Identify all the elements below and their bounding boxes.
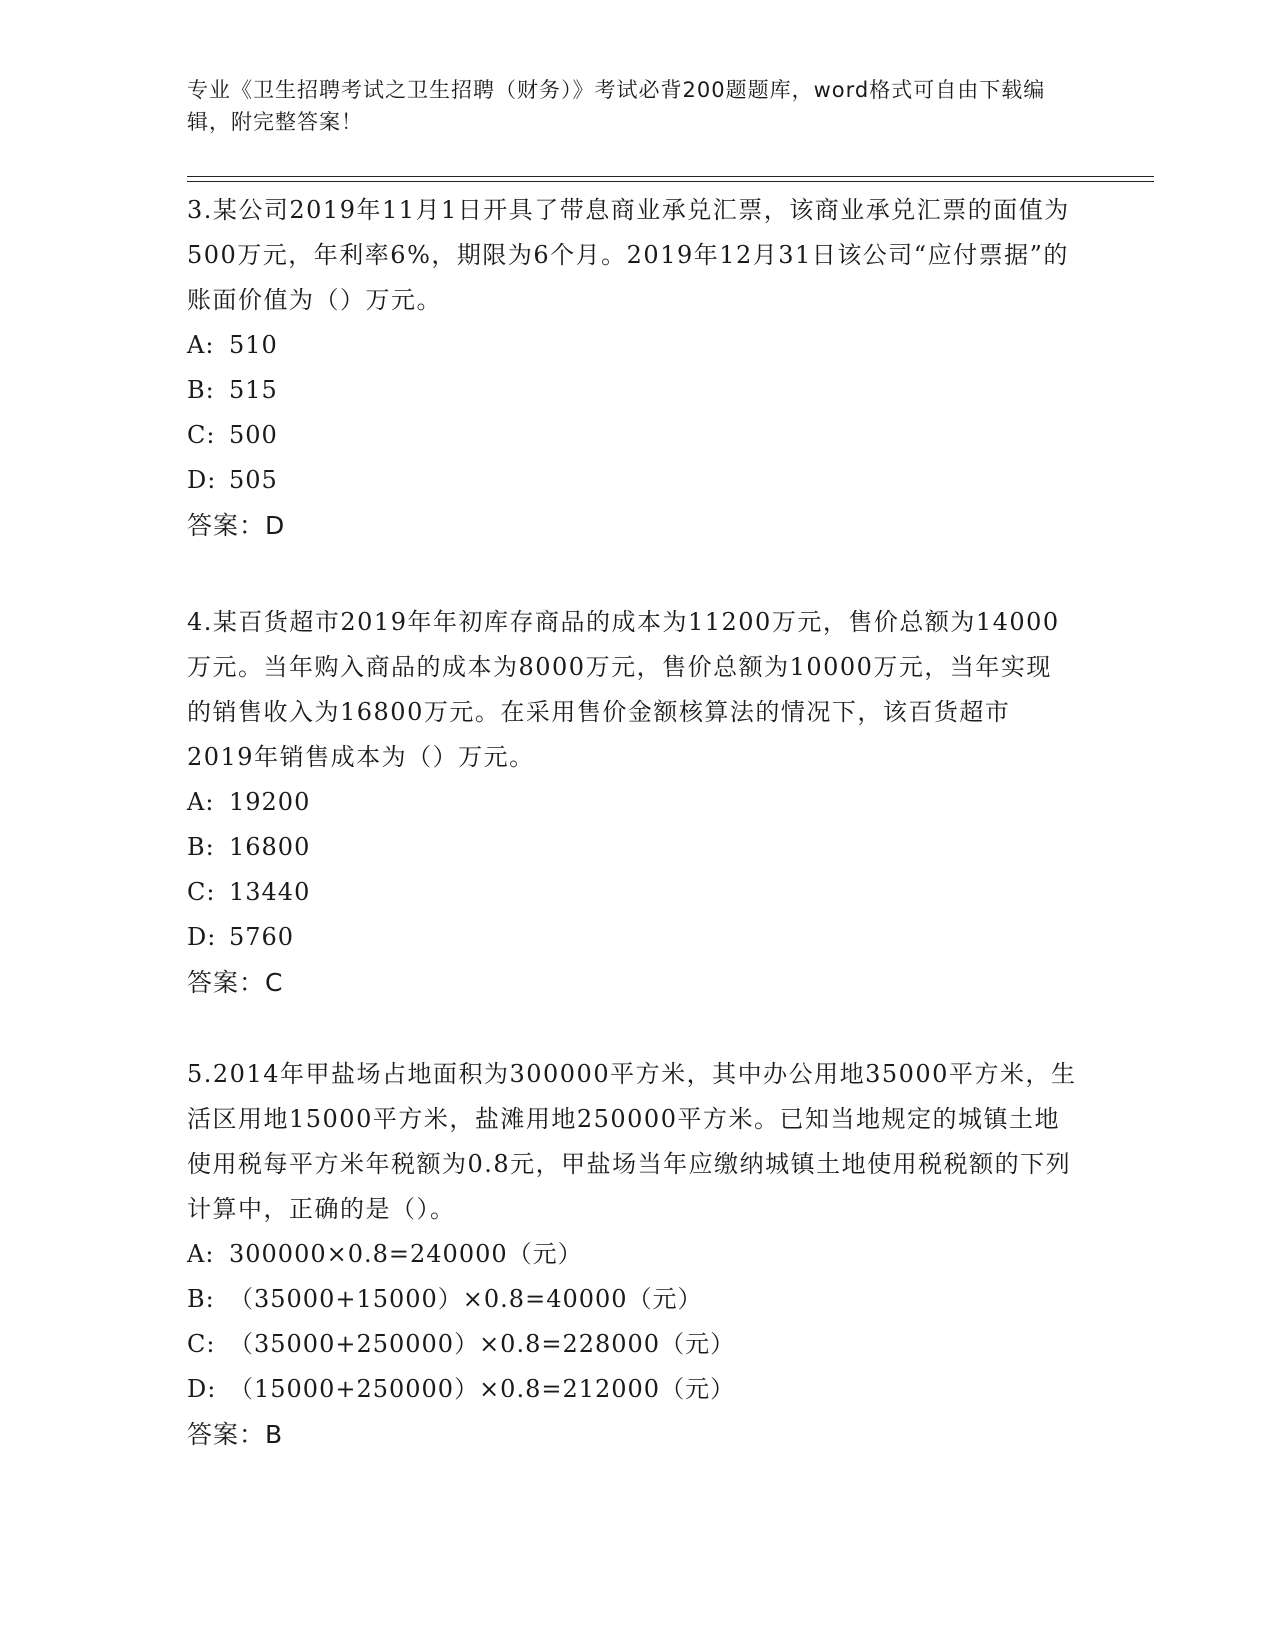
option-d	[187, 1367, 1077, 1412]
question-3	[187, 188, 1077, 548]
option-letter: A:	[187, 331, 215, 359]
question-stem: 3.某公司2019年11月1日开具了带息商业承兑汇票，该商业承兑汇票的面值为500万元，年利率6%，期限为6个月。2019年12月31日该公司“应付票据”的账面价值为（）万元。	[187, 196, 1070, 314]
option-c	[187, 413, 1077, 458]
option-b	[187, 1277, 1077, 1322]
option-letter: D:	[187, 466, 217, 494]
option-text: 300000×0.8=240000（元）	[229, 1240, 583, 1268]
option-letter: B:	[187, 833, 215, 861]
option-b	[187, 368, 1077, 413]
question-stem: 4.某百货超市2019年年初库存商品的成本为11200万元，售价总额为14000万元。当年购入商品的成本为8000万元，售价总额为10000万元，当年实现的销售收入为16800万元。在采用售价金额核算法的情况下，该百货超市2019年销售成本为（）万元。	[187, 608, 1060, 771]
option-text: 515	[229, 376, 278, 404]
option-a	[187, 780, 1077, 825]
option-letter: B:	[187, 1285, 215, 1313]
question-stem: 5.2014年甲盐场占地面积为300000平方米，其中办公用地35000平方米，生活区用地15000平方米，盐滩用地250000平方米。已知当地规定的城镇土地使用税每平方米年税额为0.8元，甲盐场当年应缴纳城镇土地使用税税额的下列计算中，正确的是（）。	[187, 1060, 1077, 1223]
option-letter: C:	[187, 878, 216, 906]
option-text: （35000+15000）×0.8=40000（元）	[229, 1285, 703, 1313]
option-letter: C:	[187, 1330, 216, 1358]
option-letter: C:	[187, 421, 216, 449]
option-letter: B:	[187, 376, 215, 404]
option-c	[187, 1322, 1077, 1367]
option-text: 19200	[229, 788, 311, 816]
option-text: 16800	[229, 833, 311, 861]
question-4	[187, 600, 1077, 1005]
option-a	[187, 323, 1077, 368]
option-c	[187, 870, 1077, 915]
option-text: 5760	[229, 923, 295, 951]
option-text: 505	[229, 466, 278, 494]
option-letter: D:	[187, 1375, 217, 1403]
header-divider-bottom	[187, 181, 1154, 182]
document-header: 专业《卫生招聘考试之卫生招聘（财务）》考试必背200题题库，word格式可自由下载编辑，附完整答案！	[187, 78, 1046, 134]
header-divider-top	[187, 176, 1154, 177]
option-d	[187, 458, 1077, 503]
question-5	[187, 1052, 1077, 1457]
answer-line: 答案：B	[187, 1420, 284, 1449]
option-a	[187, 1232, 1077, 1277]
option-text: 500	[229, 421, 278, 449]
option-b	[187, 825, 1077, 870]
option-d	[187, 915, 1077, 960]
answer-line: 答案：D	[187, 511, 286, 540]
option-text: 13440	[229, 878, 311, 906]
option-letter: D:	[187, 923, 217, 951]
option-letter: A:	[187, 788, 215, 816]
option-text: （35000+250000）×0.8=228000（元）	[229, 1330, 736, 1358]
option-text: （15000+250000）×0.8=212000（元）	[229, 1375, 736, 1403]
option-text: 510	[229, 331, 278, 359]
answer-line: 答案：C	[187, 968, 284, 997]
option-letter: A:	[187, 1240, 215, 1268]
